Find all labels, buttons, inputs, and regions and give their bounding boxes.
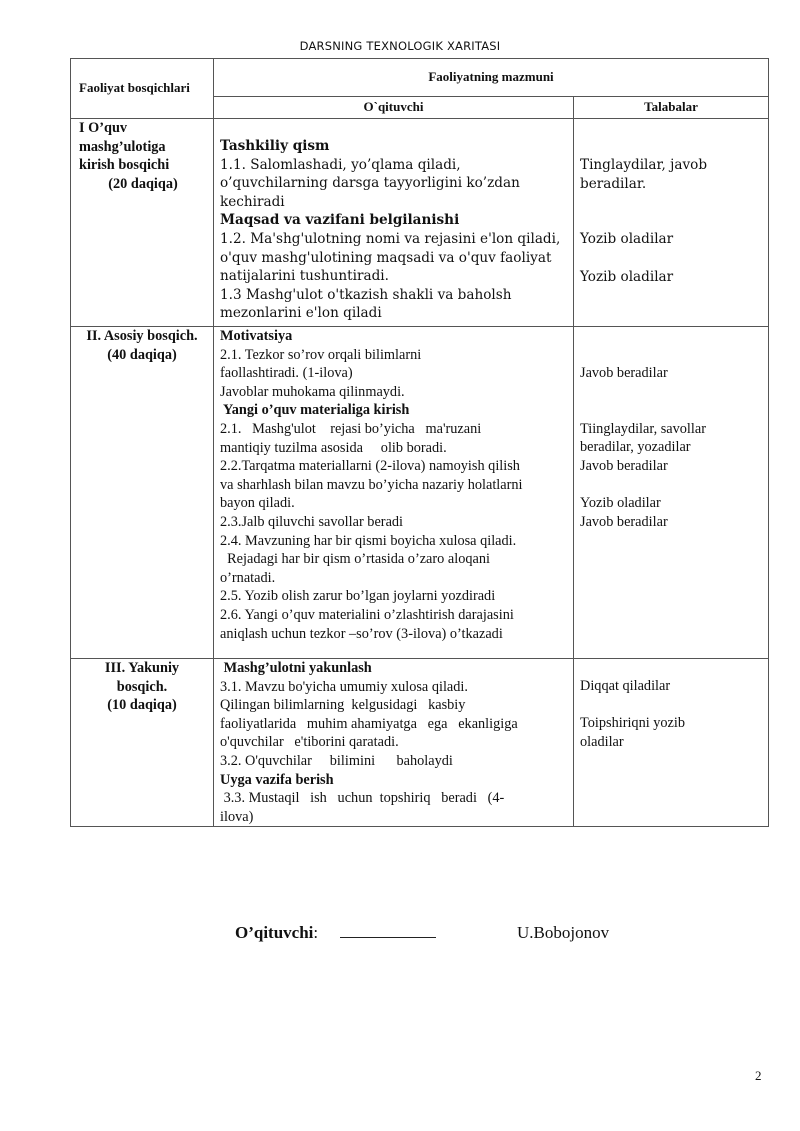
text-line: beradilar. bbox=[580, 175, 647, 192]
text-line: o’quvchilarning darsga tayyorligini ko’zdan bbox=[220, 175, 520, 192]
text-line: Rejadagi har bir qism o’rtasida o’zaro aloqani bbox=[220, 551, 490, 568]
text-line: mantiqiy tuzilma asosida olib boradi. bbox=[220, 439, 447, 456]
text-line: 2.2.Tarqatma materiallarni (2-ilova) namoyish qilish bbox=[220, 458, 520, 475]
text-line: o’rnatadi. bbox=[220, 569, 276, 586]
text-line: bayon qiladi. bbox=[220, 495, 295, 512]
stage-time: (20 daqiqa) bbox=[108, 175, 178, 192]
text-line: 2.1. Tezkor so’rov orqali bilimlarni bbox=[220, 346, 422, 363]
text-line: 2.5. Yozib olish zarur bo’lgan joylarni yozdiradi bbox=[220, 588, 496, 605]
header-stages: Faoliyat bosqichlari bbox=[71, 59, 214, 119]
header-content: Faoliyatning mazmuni bbox=[214, 59, 769, 97]
stage-time: (10 daqiqa) bbox=[107, 697, 177, 714]
text-line: Javob beradilar bbox=[580, 513, 668, 530]
teacher-cell bbox=[214, 119, 574, 327]
text-line: 1.3 Mashg'ulot o'tkazish shakli va baholsh bbox=[220, 286, 512, 303]
stage-cell bbox=[71, 119, 214, 327]
section-heading: Motivatsiya bbox=[220, 328, 293, 344]
text-line: 3.3. Mustaqil ish uchun topshiriq beradi (4- bbox=[220, 790, 505, 807]
students-cell bbox=[574, 659, 769, 827]
text-line: 2.4. Mavzuning har bir qismi boyicha xulosa qiladi. bbox=[220, 532, 517, 549]
text-line: faoliyatlarida muhim ahamiyatga ega ekanligiga bbox=[220, 715, 518, 732]
text-line: Tiinglaydilar, savollar bbox=[580, 420, 706, 437]
students-cell bbox=[574, 119, 769, 327]
text-line: faollashtiradi. (1-ilova) bbox=[220, 365, 353, 382]
stage-cell bbox=[71, 659, 214, 827]
text-line: oladilar bbox=[580, 733, 624, 750]
text-line: beradilar, yozadilar bbox=[580, 439, 691, 456]
stage-time: (40 daqiqa) bbox=[107, 346, 177, 363]
students-cell bbox=[574, 327, 769, 659]
text-line: mezonlarini e'lon qiladi bbox=[220, 305, 382, 322]
text-line: Yozib oladilar bbox=[580, 495, 661, 512]
header-teacher: O`qituvchi bbox=[214, 97, 574, 119]
stage-name: bosqich. bbox=[116, 678, 168, 695]
text-line: 2.1. Mashg'ulot rejasi bo’yicha ma'ruzani bbox=[220, 420, 482, 437]
signature-block bbox=[235, 923, 610, 943]
table-row bbox=[71, 119, 769, 327]
stage-name: mashg’ulotiga bbox=[79, 138, 166, 155]
text-line: 1.1. Salomlashadi, yo’qlama qiladi, bbox=[220, 156, 461, 173]
text-line: Javob beradilar bbox=[580, 457, 668, 474]
text-line: ilova) bbox=[220, 808, 254, 825]
text-line: natijalarini tushuntiradi. bbox=[220, 268, 389, 285]
teacher-cell bbox=[214, 659, 574, 827]
section-heading: Mashg’ulotni yakunlash bbox=[220, 660, 372, 676]
text-line: o'quvchilar e'tiborini qaratadi. bbox=[220, 734, 399, 751]
text-line: Yozib oladilar bbox=[580, 231, 674, 248]
document-title: DARSNING TEXNOLOGIK XARITASI bbox=[299, 39, 501, 53]
table-row bbox=[71, 659, 769, 827]
text-line: kechiradi bbox=[220, 193, 285, 210]
section-heading: Tashkiliy qism bbox=[220, 138, 330, 154]
text-line: va sharhlash bilan mavzu bo’yicha nazariy holatlarni bbox=[220, 476, 523, 493]
lesson-plan-table bbox=[70, 58, 769, 827]
section-heading: Maqsad va vazifani belgilanishi bbox=[220, 212, 460, 229]
signature-colon: : bbox=[313, 923, 319, 942]
text-line: 2.3.Jalb qiluvchi savollar beradi bbox=[220, 513, 404, 530]
stage-name: III. Yakuniy bbox=[104, 660, 180, 676]
teacher-name: U.Bobojonov bbox=[517, 923, 610, 942]
signature-line bbox=[340, 937, 436, 938]
text-line: 3.2. O'quvchilar bilimini baholaydi bbox=[220, 752, 453, 769]
stage-name: I O’quv bbox=[79, 120, 128, 136]
header-students: Talabalar bbox=[574, 97, 769, 119]
text-line: o'quv mashg'ulotining maqsadi va o'quv faoliyat bbox=[220, 249, 552, 266]
section-heading: Uyga vazifa berish bbox=[220, 771, 334, 788]
teacher-cell bbox=[214, 327, 574, 659]
page-number: 2 bbox=[755, 1068, 762, 1083]
stage-name: kirish bosqichi bbox=[79, 157, 170, 174]
text-line: Yozib oladilar bbox=[580, 268, 674, 285]
text-line: Toipshiriqni yozib bbox=[580, 715, 686, 732]
signature-label: O’qituvchi bbox=[235, 923, 314, 942]
text-line: aniqlash uchun tezkor –so’rov (3-ilova) o’tkazadi bbox=[220, 625, 503, 642]
stage-name: II. Asosiy bosqich. bbox=[86, 328, 198, 344]
table-row bbox=[71, 327, 769, 659]
text-line: 1.2. Ma'shg'ulotning nomi va rejasini e'lon qiladi, bbox=[220, 230, 561, 247]
text-line: Qilingan bilimlarning kelgusidagi kasbiy bbox=[220, 697, 466, 714]
text-line: 3.1. Mavzu bo'yicha umumiy xulosa qiladi. bbox=[220, 678, 468, 695]
stage-cell bbox=[71, 327, 214, 659]
section-heading: Yangi o’quv materialiga kirish bbox=[220, 402, 410, 419]
text-line: Diqqat qiladilar bbox=[580, 678, 671, 694]
text-line: Javoblar muhokama qilinmaydi. bbox=[220, 383, 405, 400]
text-line: 2.6. Yangi o’quv materialini o’zlashtirish darajasini bbox=[220, 606, 514, 623]
text-line: Tinglaydilar, javob bbox=[580, 157, 708, 173]
text-line: Javob beradilar bbox=[580, 365, 668, 381]
